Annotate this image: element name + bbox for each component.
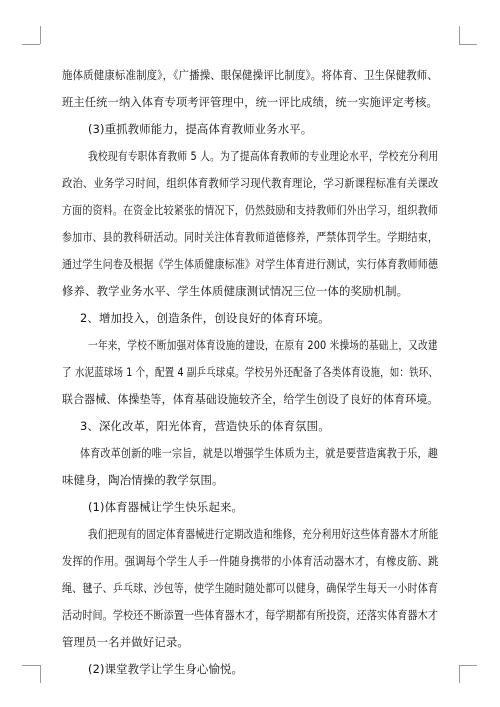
crop-mark-top-left-vertical (40, 26, 41, 44)
crop-mark-bottom-left-vertical (40, 665, 41, 683)
crop-mark-bottom-right-vertical (459, 665, 460, 683)
text-line: 管理员一名并做好记录。 (62, 635, 189, 649)
crop-mark-bottom-right-horizontal (459, 665, 477, 666)
section-heading: (1)体育器械让学生快乐起来。 (88, 500, 244, 514)
crop-mark-top-right-vertical (459, 26, 460, 44)
text-line: 绳、毽子、乒乓球、沙包等，使学生随时随处都可以健身，确保学生每天一小时体育 (62, 581, 439, 595)
text-line: 联合器械、体操垫等，体育基础设施较齐全，给学生创设了良好的体育环境。 (62, 392, 439, 406)
text-line: 一年来，学校不断加强对体育设施的建设，在原有 200 米操场的基础上，又改建 (88, 338, 438, 352)
text-line: 政治、业务学习时间，组织体育教师学习现代教育理论，学习新课程标准有关课改 (62, 176, 439, 190)
text-line: 活动时间。学校还不断添置一些体育器木才，每学期都有所投资，还落实体育器木才 (62, 608, 439, 622)
section-heading: (2)课堂教学让学生身心愉悦。 (88, 662, 244, 676)
text-line: 体育改革创新的唯一宗旨，就是以增强学生体质为主，就是要营造寓教于乐，趣 (80, 446, 438, 460)
text-line: 发挥的作用。强调每个学生人手一件随身携带的小体育活动器木才，有橡皮筋、跳 (62, 554, 439, 568)
text-line: 班主任统一纳入体育专项考评管理中，统一评比成绩，统一实施评定考核。 (62, 95, 438, 109)
text-line: 方面的资料。在资金比较紧张的情况下，仍然鼓励和支持教师们外出学习，组织教师 (62, 203, 439, 217)
crop-mark-top-left-horizontal (22, 44, 40, 45)
text-line: 施体质健康标准制度》，《广播操、眼保健操评比制度》。将体育、卫生保健教师、 (62, 68, 438, 82)
text-line: 修养、教学业务水平、学生体质健康测试情况三位一体的奖励机制。 (62, 284, 409, 298)
text-line: 味健身，陶冶情操的教学氛围。 (62, 473, 224, 487)
text-line: 我们把现有的固定体育器械进行定期改造和维修，充分利用好这些体育器木才所能 (88, 527, 439, 541)
text-line: 了 水泥蓝球场 1 个，配置 4 副乒乓球桌。学校另外还配备了各类体育设施，如：铁环、 (62, 365, 439, 379)
crop-mark-top-right-horizontal (459, 44, 477, 45)
crop-mark-bottom-left-horizontal (22, 665, 40, 666)
section-heading: (3)重抓教师能力，提高体育教师业务水平。 (88, 122, 313, 136)
text-line: 参加市、县的教科研活动。同时关注体育教师道德修养，严禁体罚学生。学期结束， (62, 230, 439, 244)
text-line: 我校现有专职体育教师 5 人。为了提高体育教师的专业理论水平，学校充分利用 (88, 149, 439, 163)
section-heading: 2、增加投入，创造条件，创设良好的体育环境。 (80, 311, 330, 325)
section-heading: 3、深化改革，阳光体育，营造快乐的体育氛围。 (80, 419, 330, 433)
text-line: 通过学生问卷及根据《学生体质健康标准》对学生体育进行测试，实行体育教师师德 (62, 257, 439, 271)
